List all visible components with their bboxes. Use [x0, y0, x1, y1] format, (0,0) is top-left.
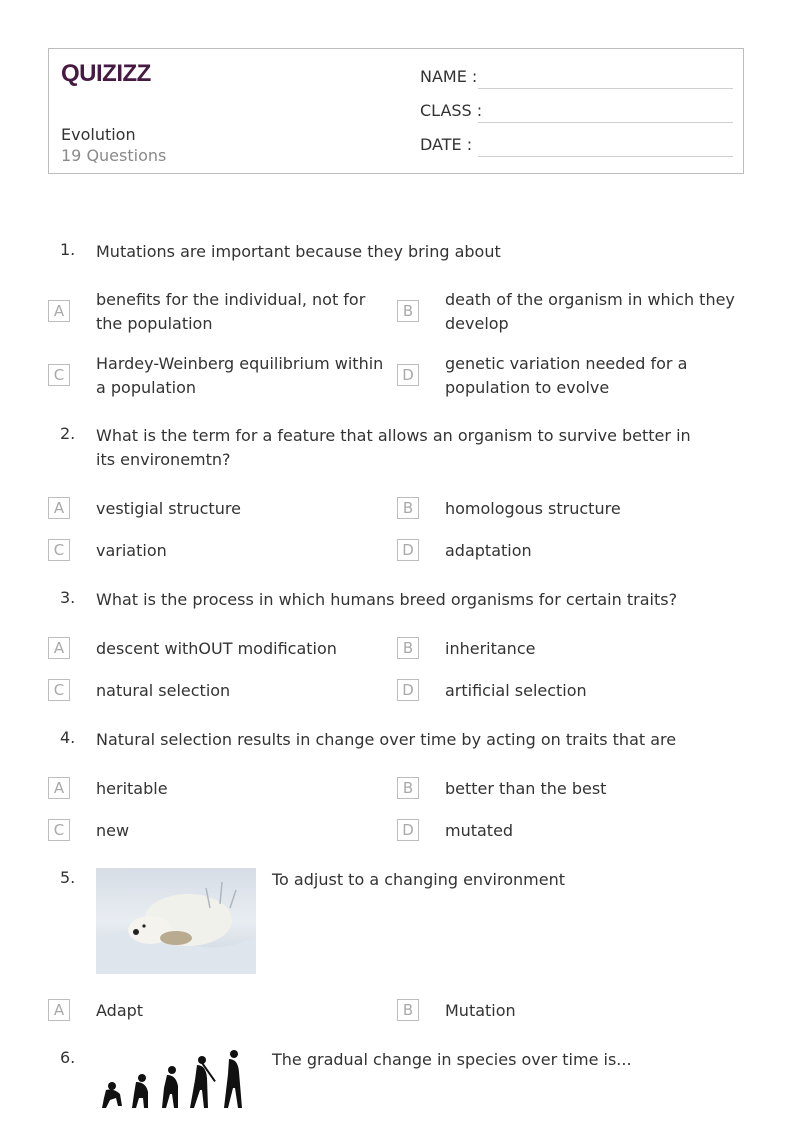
question-number: 3. — [60, 588, 76, 607]
option-letter: A — [48, 777, 70, 799]
question-text: To adjust to a changing environment — [272, 870, 565, 889]
name-label: NAME : — [420, 67, 478, 86]
option-text: Adapt — [96, 1001, 144, 1020]
name-field[interactable] — [420, 67, 733, 91]
question-number: 6. — [60, 1048, 76, 1067]
option-text: variation — [96, 541, 167, 560]
question-text: Mutations are important because they bring about — [96, 242, 501, 261]
question-text: What is the process in which humans breed organisms for certain traits? — [96, 590, 678, 609]
option-text: death of the organism in which they develop — [445, 290, 735, 333]
worksheet-title: Evolution — [61, 125, 136, 144]
quizizz-logo — [61, 59, 153, 87]
option-text: descent withOUT modification — [96, 639, 337, 658]
option-text: adaptation — [445, 541, 532, 560]
option-letter: B — [397, 300, 419, 322]
option-text: better than the best — [445, 779, 607, 798]
option-letter: C — [48, 364, 70, 386]
option-text: vestigial structure — [96, 499, 241, 518]
option-text: homologous structure — [445, 499, 621, 518]
option-text: natural selection — [96, 681, 231, 700]
logo-text: QUIZIZZ — [61, 60, 151, 87]
class-label: CLASS : — [420, 101, 483, 120]
worksheet-header — [48, 48, 744, 174]
option-letter: D — [397, 539, 419, 561]
option-text: genetic variation needed for a population to evolve — [445, 354, 688, 397]
option-text: heritable — [96, 779, 168, 798]
question-number: 4. — [60, 728, 76, 747]
option-letter: D — [397, 679, 419, 701]
option-letter: A — [48, 497, 70, 519]
option-letter: D — [397, 819, 419, 841]
option-letter: B — [397, 637, 419, 659]
question-count: 19 Questions — [61, 146, 167, 165]
date-line[interactable] — [478, 156, 733, 157]
option-letter: B — [397, 999, 419, 1021]
option-letter: B — [397, 497, 419, 519]
option-letter: A — [48, 300, 70, 322]
option-letter: D — [397, 364, 419, 386]
question-text: What is the term for a feature that allows an organism to survive better in its environemtn? — [96, 426, 691, 469]
option-text: Mutation — [445, 1001, 516, 1020]
option-letter: A — [48, 637, 70, 659]
question-number: 1. — [60, 240, 76, 259]
option-text: mutated — [445, 821, 514, 840]
option-text: new — [96, 821, 130, 840]
question-text: Natural selection results in change over time by acting on traits that are — [96, 730, 677, 749]
question-number: 5. — [60, 868, 76, 887]
option-text: artificial selection — [445, 681, 587, 700]
option-letter: C — [48, 819, 70, 841]
date-label: DATE : — [420, 135, 473, 154]
option-letter: C — [48, 539, 70, 561]
date-field[interactable] — [420, 135, 733, 159]
option-letter: C — [48, 679, 70, 701]
option-text: Hardey-Weinberg equilibrium within a population — [96, 354, 384, 397]
class-line[interactable] — [478, 122, 733, 123]
option-letter: B — [397, 777, 419, 799]
option-text: inheritance — [445, 639, 536, 658]
option-letter: A — [48, 999, 70, 1021]
name-line[interactable] — [478, 88, 733, 89]
question-text: The gradual change in species over time is... — [272, 1050, 632, 1069]
human-evolution-image — [96, 1048, 256, 1112]
polar-bear-image — [96, 868, 256, 974]
question-number: 2. — [60, 424, 76, 443]
option-text: benefits for the individual, not for the population — [96, 290, 366, 333]
class-field[interactable] — [420, 101, 733, 125]
